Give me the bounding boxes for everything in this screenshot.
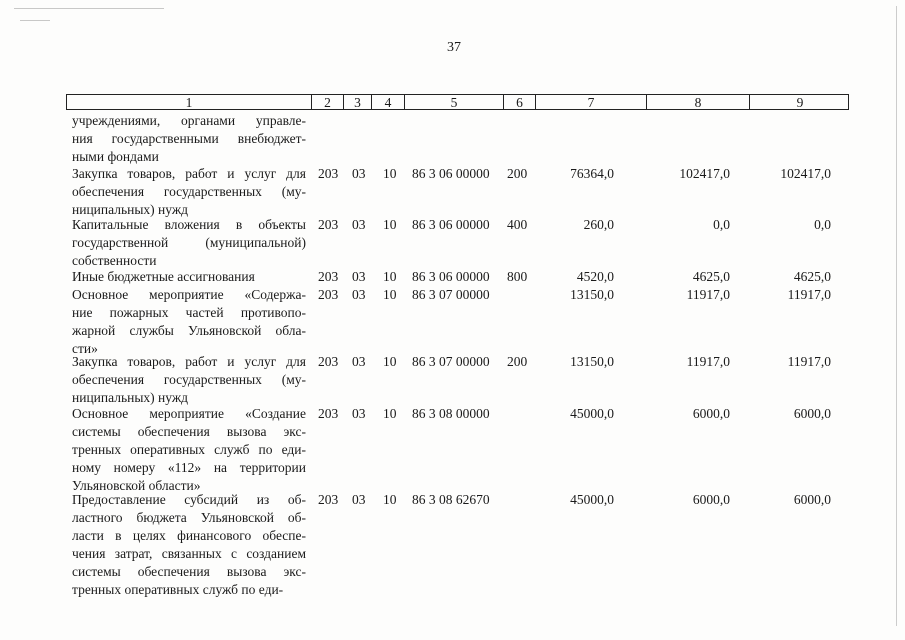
cell-c3: 03 — [352, 354, 366, 369]
description-line: Основное мероприятие «Создание — [72, 406, 306, 421]
cell-c2: 203 — [318, 166, 339, 181]
header-col-4: 4 — [372, 95, 405, 109]
description-line: обеспечения государственных (му- — [72, 184, 306, 199]
row-description — [72, 268, 306, 286]
cell-c6: 400 — [507, 217, 528, 232]
cell-c4: 10 — [383, 166, 397, 181]
page-number: 37 — [447, 40, 461, 55]
cell-c9: 11917,0 — [787, 354, 831, 369]
cell-c9: 4625,0 — [793, 269, 831, 284]
description-line: сти» — [72, 341, 98, 356]
description-line: системы обеспечения вызова экс- — [72, 564, 306, 579]
description-line: государственной (муниципальной) — [72, 235, 306, 250]
cell-c4: 10 — [383, 492, 397, 507]
cell-c3: 03 — [352, 269, 366, 284]
cell-c4: 10 — [383, 287, 397, 302]
header-col-6: 6 — [504, 95, 536, 109]
header-col-1: 1 — [67, 95, 312, 109]
description-line: чения затрат, связанных с созданием — [72, 546, 306, 561]
table-header — [66, 94, 849, 110]
header-col-3: 3 — [344, 95, 372, 109]
cell-c5: 86 3 06 00000 — [412, 166, 490, 181]
description-line: Основное мероприятие «Содержа- — [72, 287, 306, 302]
cell-c4: 10 — [383, 354, 397, 369]
cell-c3: 03 — [352, 287, 366, 302]
cell-c6: 200 — [507, 354, 528, 369]
row-description — [72, 353, 306, 407]
header-col-2: 2 — [312, 95, 344, 109]
description-line: обеспечения государственных (му- — [72, 372, 306, 387]
description-line: Ульяновской области» — [72, 478, 201, 493]
cell-c8: 11917,0 — [686, 354, 730, 369]
cell-c7: 4520,0 — [576, 269, 614, 284]
cell-c4: 10 — [383, 269, 397, 284]
cell-c2: 203 — [318, 269, 339, 284]
row-description — [72, 216, 306, 270]
cell-c3: 03 — [352, 492, 366, 507]
cell-c9: 102417,0 — [780, 166, 831, 181]
description-line: Предоставление субсидий из об- — [72, 492, 306, 507]
cell-c5: 86 3 06 00000 — [412, 269, 490, 284]
cell-c3: 03 — [352, 406, 366, 421]
cell-c6: 800 — [507, 269, 528, 284]
cell-c2: 203 — [318, 354, 339, 369]
cell-c2: 203 — [318, 287, 339, 302]
cell-c4: 10 — [383, 217, 397, 232]
description-line: ному номеру «112» на территории — [72, 460, 306, 475]
cell-c3: 03 — [352, 217, 366, 232]
cell-c7: 76364,0 — [570, 166, 614, 181]
description-line: ниципальных) нужд — [72, 390, 189, 405]
description-line: тренных оперативных служб по еди- — [72, 442, 306, 457]
cell-c8: 6000,0 — [692, 492, 730, 507]
cell-c7: 13150,0 — [570, 287, 614, 302]
cell-c2: 203 — [318, 406, 339, 421]
cell-c9: 0,0 — [814, 217, 831, 232]
cell-c7: 260,0 — [583, 217, 614, 232]
description-line: ние пожарных частей противопо- — [72, 305, 306, 320]
cell-c2: 203 — [318, 492, 339, 507]
cell-c7: 45000,0 — [570, 406, 614, 421]
continuation-description: учреждениями, органами управле- ния государственными внебюджет- ными фондами — [72, 113, 306, 164]
header-col-7: 7 — [536, 95, 647, 109]
cell-c7: 13150,0 — [570, 354, 614, 369]
row-description — [72, 405, 306, 495]
scan-noise — [20, 20, 50, 21]
cell-c5: 86 3 06 00000 — [412, 217, 490, 232]
row-description — [72, 491, 306, 599]
page-edge — [896, 6, 897, 626]
header-col-5: 5 — [405, 95, 504, 109]
description-line: Иные бюджетные ассигнования — [72, 269, 255, 284]
description-line: тренных оперативных служб по еди- — [72, 582, 284, 597]
description-line: собственности — [72, 253, 157, 268]
description-line: Капитальные вложения в объекты — [72, 217, 306, 232]
cell-c9: 6000,0 — [793, 406, 831, 421]
description-line: ниципальных) нужд — [72, 202, 189, 217]
header-col-9: 9 — [796, 95, 804, 110]
cell-c9: 11917,0 — [787, 287, 831, 302]
cell-c4: 10 — [383, 406, 397, 421]
description-line: Закупка товаров, работ и услуг для — [72, 354, 306, 369]
header-col-8: 8 — [647, 95, 750, 109]
cell-c8: 11917,0 — [686, 287, 730, 302]
cell-c3: 03 — [352, 166, 366, 181]
description-line: ласти в целях финансового обеспе- — [72, 528, 306, 543]
description-line: Закупка товаров, работ и услуг для — [72, 166, 306, 181]
cell-c5: 86 3 07 00000 — [412, 287, 490, 302]
cell-c2: 203 — [318, 217, 339, 232]
cell-c9: 6000,0 — [793, 492, 831, 507]
cell-c5: 86 3 08 00000 — [412, 406, 490, 421]
cell-c7: 45000,0 — [570, 492, 614, 507]
cell-c5: 86 3 08 62670 — [412, 492, 490, 507]
cell-c8: 4625,0 — [692, 269, 730, 284]
cell-c5: 86 3 07 00000 — [412, 354, 490, 369]
cell-c8: 6000,0 — [692, 406, 730, 421]
description-line: ластного бюджета Ульяновской об- — [72, 510, 306, 525]
description-line: жарной службы Ульяновской обла- — [72, 323, 306, 338]
row-description — [72, 286, 306, 358]
cell-c8: 0,0 — [713, 217, 730, 232]
row-description — [72, 165, 306, 219]
cell-c6: 200 — [507, 166, 528, 181]
description-line: системы обеспечения вызова экс- — [72, 424, 306, 439]
scan-noise — [14, 8, 164, 9]
cell-c8: 102417,0 — [679, 166, 730, 181]
